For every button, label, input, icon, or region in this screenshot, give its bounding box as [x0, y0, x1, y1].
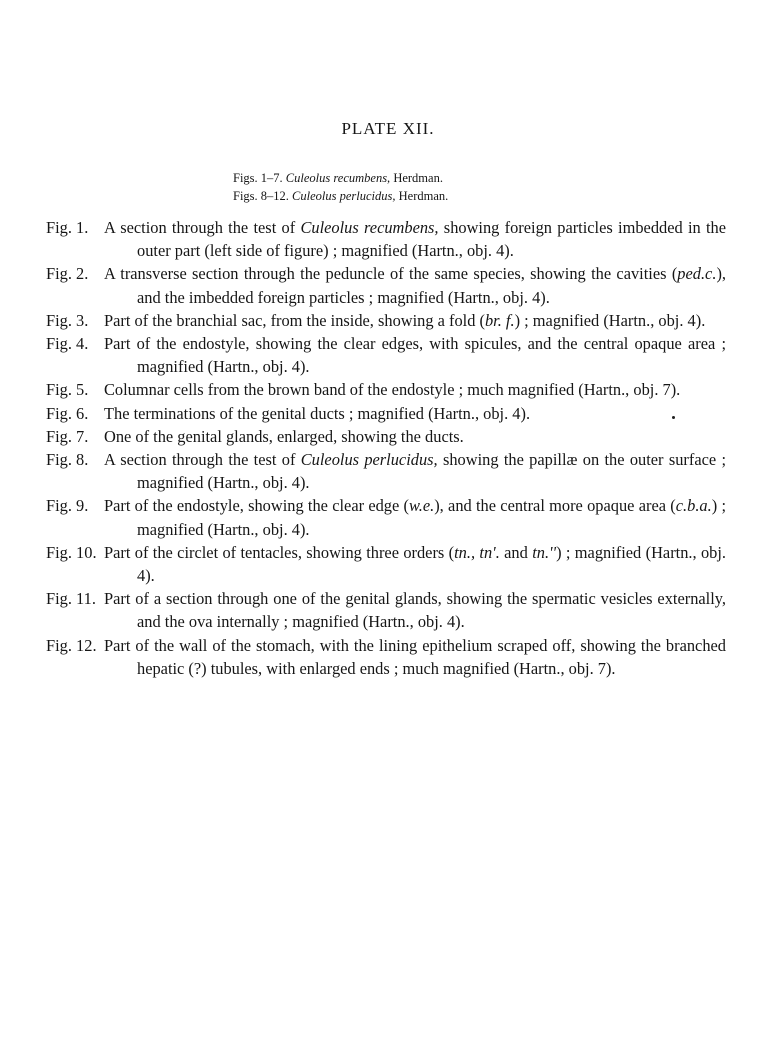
figure-text: ), and the imbedded foreign particles ; magnified (Hartn., obj. 4).: [137, 264, 726, 307]
species-name: Culeolus recumbens,: [285, 171, 391, 185]
plate-title: PLATE XII.: [341, 119, 435, 138]
figure-italic-text: Culeolus perlucidus,: [300, 450, 438, 470]
species-figs: Figs. 1–7.: [233, 171, 283, 185]
figure-entry: [46, 216, 726, 262]
figure-number: Fig. 4.: [46, 334, 89, 354]
figure-number: Fig. 9.: [46, 496, 89, 516]
species-name: Culeolus perlucidus,: [292, 189, 396, 203]
figure-text: Part of a section through one of the genital glands, showing the spermatic vesicles externally, and the ova internally ; magnified (Hartn., obj. 4).: [104, 589, 726, 632]
figure-text: One of the genital glands, enlarged, showing the ducts.: [104, 426, 464, 446]
figure-text: showing the papillæ on the outer surface ; magnified (Hartn., obj. 4).: [137, 450, 727, 493]
figure-text: ) ; magnified (Hartn., obj. 4).: [137, 542, 726, 586]
figure-number: Fig. 10.: [46, 542, 97, 562]
figure-text: Part of the circlet of tentacles, showing three orders (: [104, 542, 455, 562]
figure-number: Fig. 7.: [46, 426, 89, 446]
species-line-1: [233, 171, 443, 186]
species-line-2: [233, 189, 448, 204]
print-speck: [672, 416, 675, 419]
figure-text: ) ; magnified (Hartn., obj. 4).: [514, 310, 706, 330]
figure-italic-text: tn.'': [532, 542, 557, 562]
figure-italic-text: tn., tn'.: [454, 542, 500, 562]
figure-text: A section through the test of: [104, 218, 301, 237]
figure-entry: [46, 402, 726, 425]
figure-number: Fig. 5.: [46, 380, 89, 400]
figure-italic-text: c.b.a.: [675, 496, 712, 516]
figure-text: Part of the branchial sac, from the inside, showing a fold (: [104, 310, 485, 330]
figure-number: Fig. 6.: [46, 403, 89, 423]
figure-entry: [46, 448, 726, 494]
figure-entry: [46, 309, 726, 332]
figure-entry: [46, 634, 726, 680]
figure-number: Fig. 12.: [46, 635, 97, 655]
figure-entry: [46, 587, 726, 633]
species-author: Herdman.: [393, 171, 443, 185]
figure-text: A section through the test of: [104, 450, 301, 470]
figure-number: Fig. 2.: [46, 264, 89, 284]
figure-italic-text: ped.c.: [677, 264, 717, 284]
species-figs: Figs. 8–12.: [233, 189, 289, 203]
figure-number: Fig. 11.: [46, 589, 96, 609]
figure-entry: [46, 541, 726, 587]
figure-text: Part of the endostyle, showing the clear edge (: [104, 496, 410, 516]
species-author: Herdman.: [398, 189, 449, 203]
figure-number: Fig. 8.: [46, 450, 89, 470]
figure-entry: [46, 378, 726, 401]
figure-number: Fig. 1.: [46, 218, 89, 237]
figure-list: [46, 216, 726, 680]
figure-italic-text: br. f.: [484, 310, 515, 330]
figure-text: The terminations of the genital ducts ; magnified (Hartn., obj. 4).: [104, 403, 531, 423]
figure-italic-text: Culeolus recumbens,: [300, 218, 439, 237]
figure-text: showing foreign particles imbedded in the outer part (left side of figure) ; magnified (Hartn., obj. 4).: [137, 218, 727, 261]
figure-text: Columnar cells from the brown band of the endostyle ; much magnified (Hartn., obj. 7).: [104, 380, 681, 400]
figure-text: ), and the central more opaque area (: [434, 496, 676, 516]
figure-entry: [46, 425, 726, 448]
figure-entry: [46, 262, 726, 308]
figure-entry: [46, 494, 726, 540]
figure-text: ) ; magnified (Hartn., obj. 4).: [137, 496, 727, 539]
figure-text: A transverse section through the peduncle of the same species, showing the cavities (: [104, 264, 678, 284]
figure-text: Part of the wall of the stomach, with the lining epithelium scraped off, showing the branched hepatic (?) tubules, with enlarged ends ; much magnified (Hartn., obj. 7).: [104, 635, 726, 678]
figure-entry: [46, 332, 726, 378]
figure-number: Fig. 3.: [46, 310, 89, 330]
figure-text: and: [499, 542, 533, 562]
figure-text: Part of the endostyle, showing the clear edges, with spicules, and the central opaque area ; magnified (Hartn., obj. 4).: [104, 334, 726, 377]
figure-italic-text: w.e.: [409, 496, 435, 516]
